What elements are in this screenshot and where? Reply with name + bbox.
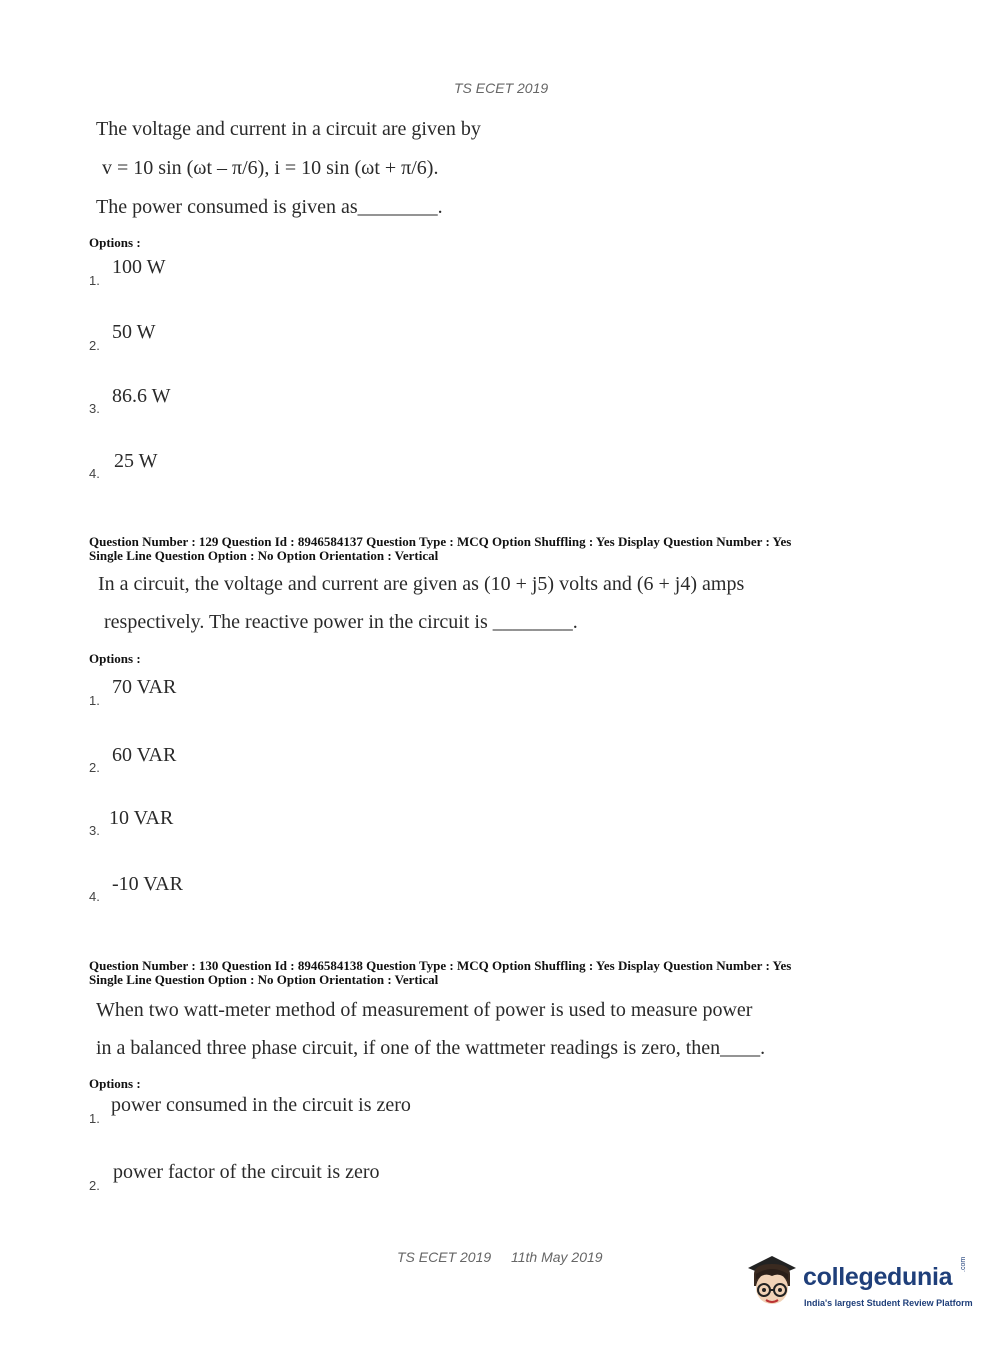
q129-option-2[interactable]: 60 VAR bbox=[112, 744, 177, 766]
q130-option-2-number: 2. bbox=[89, 1178, 100, 1193]
footer-exam-date: 11th May 2019 bbox=[511, 1249, 603, 1265]
q130-option-1-number: 1. bbox=[89, 1111, 100, 1126]
q128-option-4[interactable]: 25 W bbox=[114, 450, 158, 472]
question-130-line-2: in a balanced three phase circuit, if one of the wattmeter readings is zero, then____. bbox=[96, 1037, 766, 1059]
q129-option-3[interactable]: 10 VAR bbox=[109, 807, 174, 829]
q129-option-4[interactable]: -10 VAR bbox=[112, 873, 183, 895]
question-129-line-2: respectively. The reactive power in the circuit is ________. bbox=[104, 611, 578, 633]
question-129-meta-line-1: Question Number : 129 Question Id : 8946584137 Question Type : MCQ Option Shuffling : Yes Display Question Number : Yes bbox=[89, 534, 792, 549]
question-130-line-1: When two watt-meter method of measurement of power is used to measure power bbox=[96, 999, 753, 1021]
q129-option-1-number: 1. bbox=[89, 693, 100, 708]
q128-option-3-number: 3. bbox=[89, 401, 100, 416]
q129-option-1[interactable]: 70 VAR bbox=[112, 676, 177, 698]
question-130-meta-line-2: Single Line Question Option : No Option Orientation : Vertical bbox=[89, 972, 439, 987]
question-129-meta-line-2: Single Line Question Option : No Option Orientation : Vertical bbox=[89, 548, 439, 563]
q130-option-2[interactable]: power factor of the circuit is zero bbox=[113, 1161, 380, 1183]
q128-option-2[interactable]: 50 W bbox=[112, 321, 156, 343]
q129-option-2-number: 2. bbox=[89, 760, 100, 775]
question-128-line-2: v = 10 sin (ωt – π/6), i = 10 sin (ωt + π/6). bbox=[102, 157, 439, 179]
question-128-line-3: The power consumed is given as________. bbox=[96, 196, 443, 218]
question-129-line-1: In a circuit, the voltage and current are given as (10 + j5) volts and (6 + j4) amps bbox=[98, 573, 745, 595]
q129-option-4-number: 4. bbox=[89, 889, 100, 904]
q128-option-1[interactable]: 100 W bbox=[112, 256, 166, 278]
q128-option-3[interactable]: 86.6 W bbox=[112, 385, 171, 407]
q130-option-1[interactable]: power consumed in the circuit is zero bbox=[111, 1094, 411, 1116]
question-128-line-1: The voltage and current in a circuit are given by bbox=[96, 118, 481, 140]
collegedunia-logo-text: collegedunia bbox=[803, 1263, 953, 1291]
collegedunia-tagline: India's largest Student Review Platform bbox=[804, 1298, 973, 1308]
collegedunia-mascot-icon bbox=[742, 1250, 802, 1310]
q128-option-1-number: 1. bbox=[89, 273, 100, 288]
page-header-title: TS ECET 2019 bbox=[454, 80, 549, 96]
footer-exam-name: TS ECET 2019 bbox=[397, 1249, 492, 1265]
question-130-meta-line-1: Question Number : 130 Question Id : 8946584138 Question Type : MCQ Option Shuffling : Yes Display Question Number : Yes bbox=[89, 958, 792, 973]
question-128-options-label: Options : bbox=[89, 235, 141, 250]
q128-option-2-number: 2. bbox=[89, 338, 100, 353]
q128-option-4-number: 4. bbox=[89, 466, 100, 481]
question-129-options-label: Options : bbox=[89, 651, 141, 666]
q129-option-3-number: 3. bbox=[89, 823, 100, 838]
question-130-options-label: Options : bbox=[89, 1076, 141, 1091]
collegedunia-logo-suffix: .com bbox=[960, 1256, 967, 1272]
